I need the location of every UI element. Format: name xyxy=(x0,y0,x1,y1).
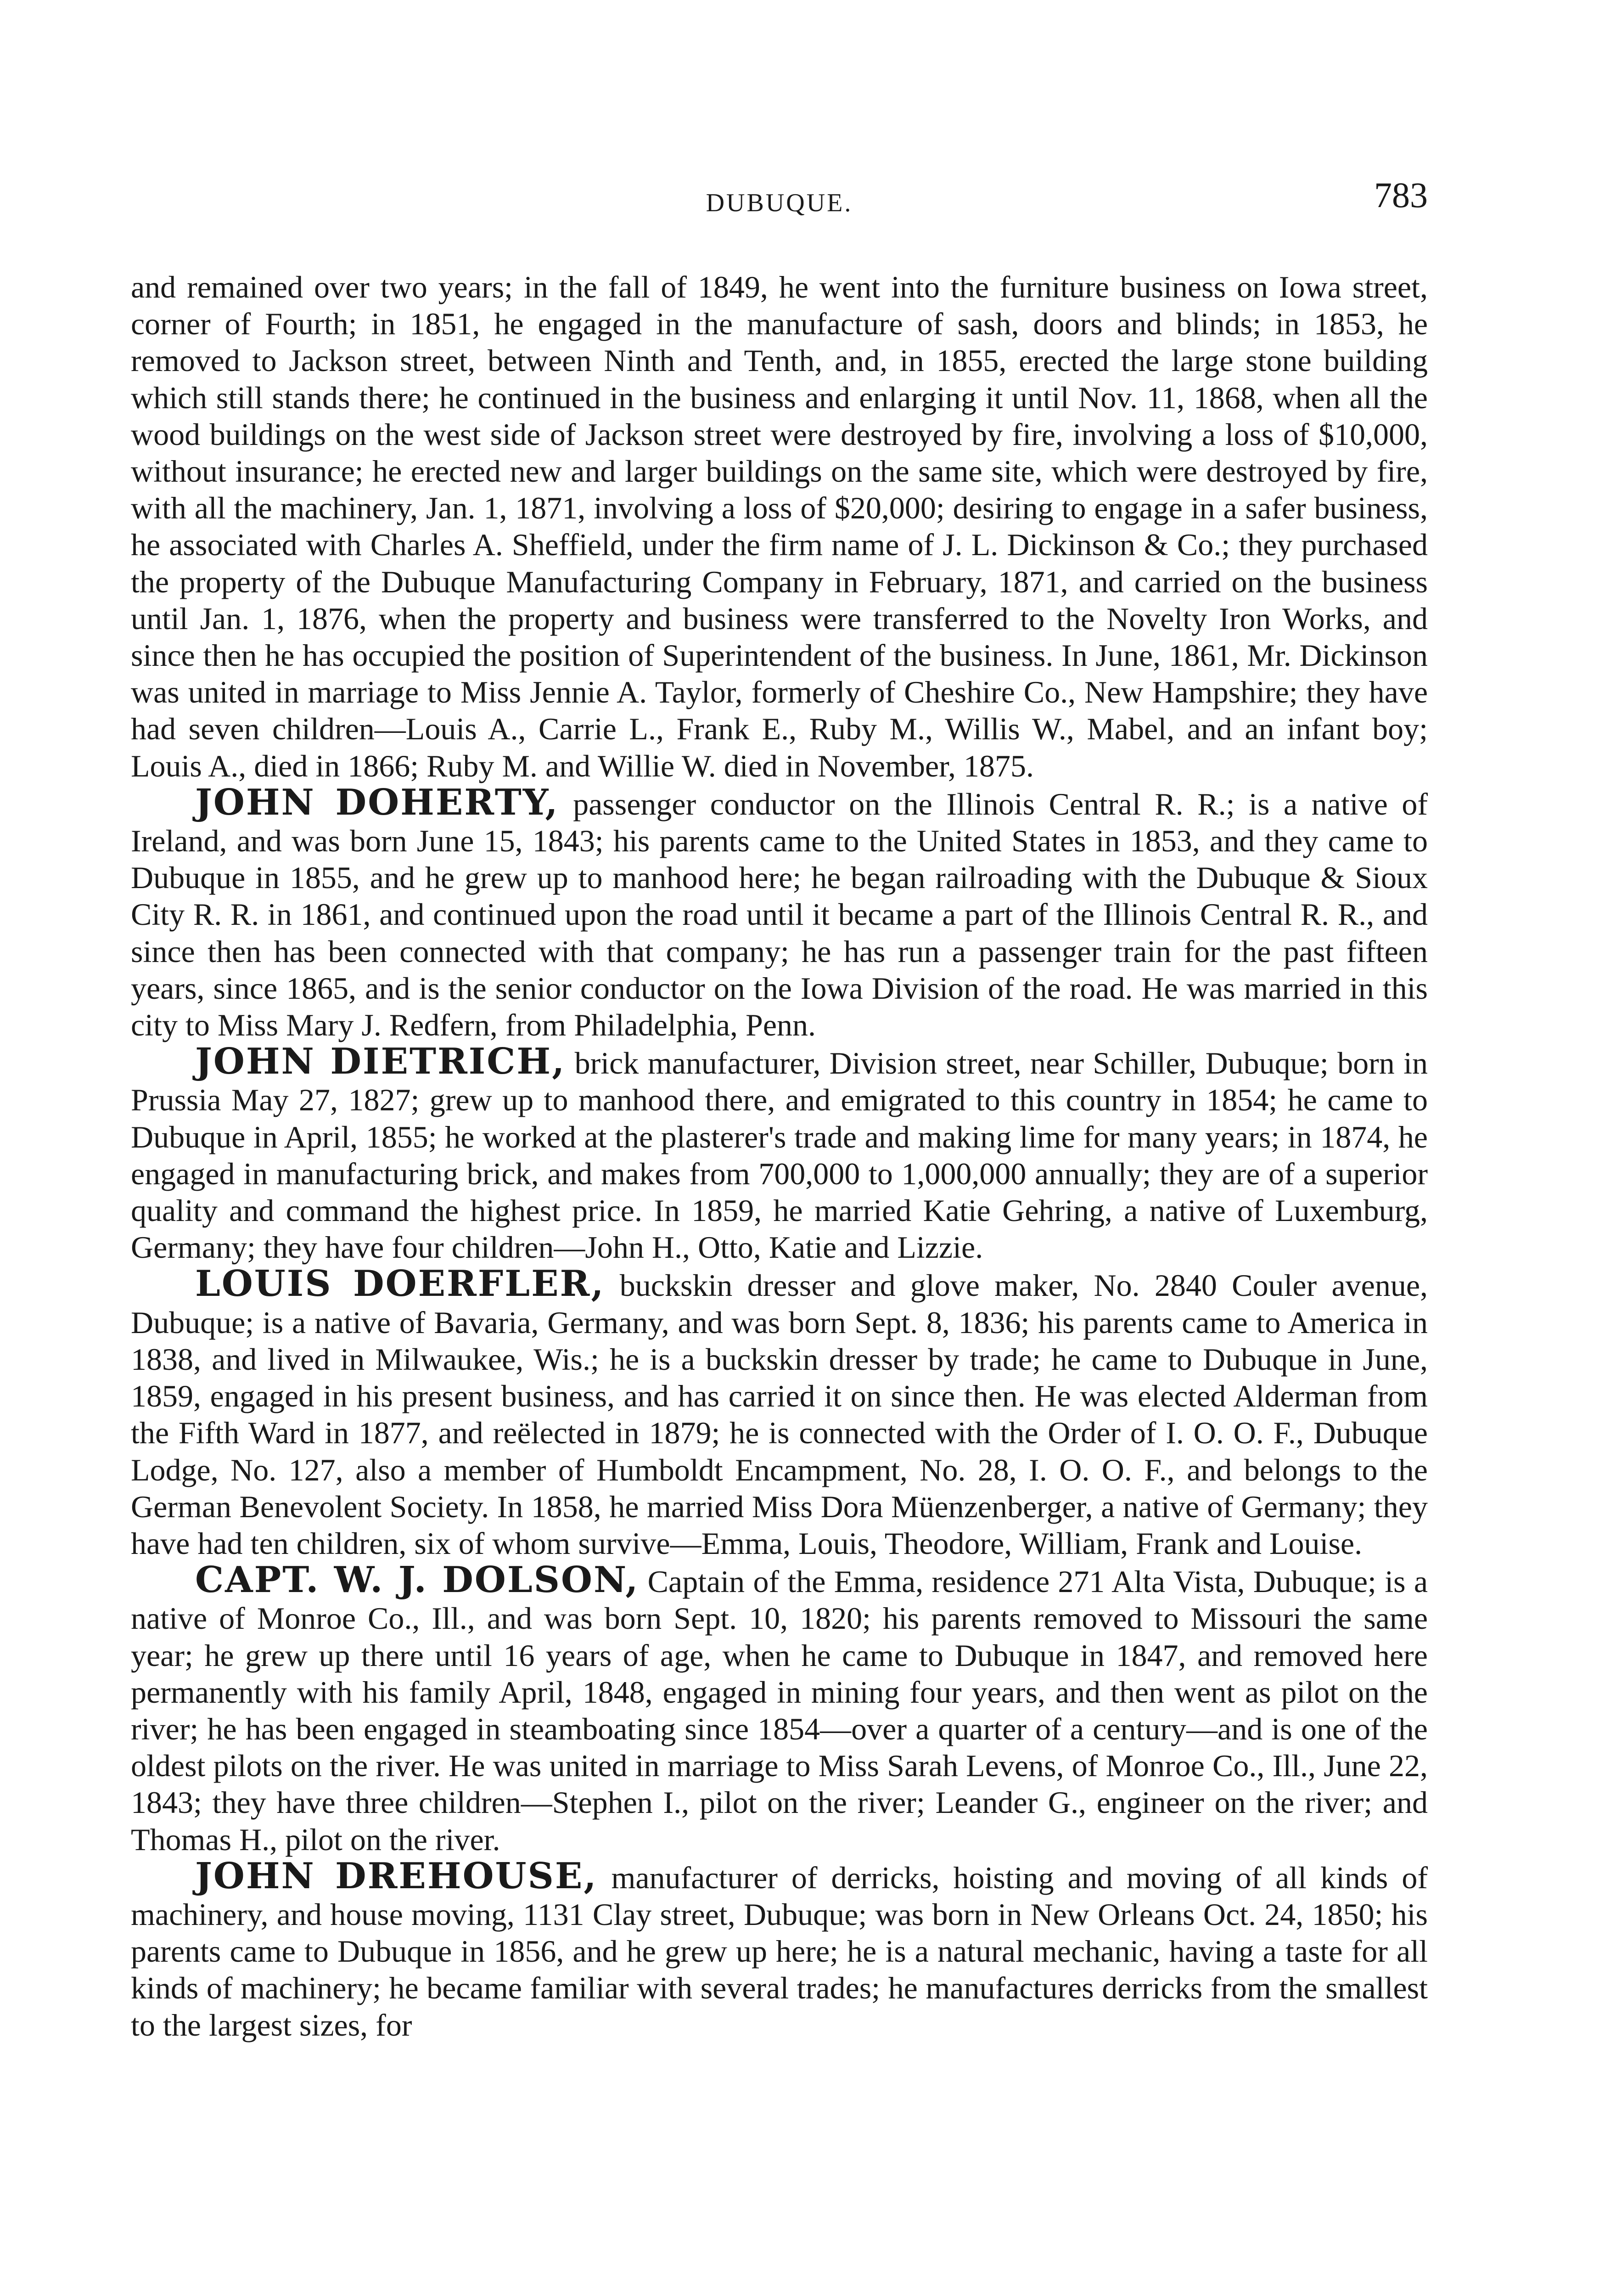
entry-text: buckskin dresser and glove maker, No. 2840 Couler avenue, Dubuque; is a native of Bavaria, Germany, and was born Sept. 8, 1836; his parents came to America in 1838, and lived in Milwaukee, Wis.; he is a buckskin dresser by trade; he came to Dubuque in June, 1859, engaged in his present business, and has carried it on since then. He was elected Alderman from the Fifth Ward in 1877, and reëlected in 1879; he is connected with the Order of I. O. O. F., Dubuque Lodge, No. 127, also a member of Humboldt Encampment, No. 28, I. O. O. F., and belongs to the German Benevolent Society. In 1858, he married Miss Dora Müenzenberger, a native of Germany; they have had ten children, six of whom survive—Emma, Louis, Theodore, William, Frank and Louise. xyxy=(131,1268,1428,1561)
continued-paragraph: and remained over two years; in the fall of 1849, he went into the furniture business on Iowa street, corner of Fourth; in 1851, he engaged in the manufacture of sash, doors and blinds; in 1853, he removed to Jackson street, between Ninth and Tenth, and, in 1855, erected the large stone building which still stands there; he continued in the business and enlarging it until Nov. 11, 1868, when all the wood buildings on the west side of Jackson street were destroyed by fire, involving a loss of $10,000, without insurance; he erected new and larger buildings on the same site, which were destroyed by fire, with all the machinery, Jan. 1, 1871, involving a loss of $20,000; desiring to engage in a safer business, he associated with Charles A. Sheffield, under the firm name of J. L. Dickinson & Co.; they purchased the property of the Dubuque Manufacturing Company in February, 1871, and carried on the business until Jan. 1, 1876, when the property and business were transferred to the Novelty Iron Works, and since then he has occupied the position of Superintendent of the business. In June, 1861, Mr. Dickinson was united in marriage to Miss Jennie A. Taylor, formerly of Cheshire Co., New Hampshire; they have had seven children—Louis A., Carrie L., Frank E., Ruby M., Willis W., Mabel, and an infant boy; Louis A., died in 1866; Ruby M. and Willie W. died in November, 1875. xyxy=(131,270,1428,783)
entry-name: JOHN DIETRICH, xyxy=(195,1041,566,1083)
biography-entry-dolson xyxy=(131,1559,1428,1858)
body-text xyxy=(131,269,1428,2043)
book-page xyxy=(131,174,1428,2043)
biography-entry-doerfler xyxy=(131,1263,1428,1562)
entry-name: JOHN DOHERTY, xyxy=(195,781,559,823)
running-title: DUBUQUE. xyxy=(706,189,853,217)
entry-name: CAPT. W. J. DOLSON, xyxy=(195,1559,640,1601)
entry-name: LOUIS DOERFLER, xyxy=(195,1263,605,1305)
entry-name: JOHN DREHOUSE, xyxy=(195,1855,598,1897)
running-header xyxy=(131,174,1428,225)
entry-text: brick manufacturer, Division street, near Schiller, Dubuque; born in Prussia May 27, 1827; grew up to manhood there, and emigrated to this country in 1854; he came to Dubuque in April, 1855; he worked at the plasterer's trade and making lime for many years; in 1874, he engaged in manufacturing brick, and makes from 700,000 to 1,000,000 annually; they are of a superior quality and command the highest price. In 1859, he married Katie Gehring, a native of Luxemburg, Germany; they have four children—John H., Otto, Katie and Lizzie. xyxy=(131,1046,1428,1265)
biography-entry-doherty xyxy=(131,781,1428,1043)
page-number: 783 xyxy=(1374,175,1428,215)
entry-text: Captain of the Emma, residence 271 Alta Vista, Dubuque; is a native of Monroe Co., Ill., and was born Sept. 10, 1820; his parents removed to Missouri the same year; he grew up there until 16 years of age, when he came to Dubuque in 1847, and removed here permanently with his family April, 1848, engaged in mining four years, and then went as pilot on the river; he has been engaged in steamboating since 1854—over a quarter of a century—and is one of the oldest pilots on the river. He was united in marriage to Miss Sarah Levens, of Monroe Co., Ill., June 22, 1843; they have three children—Stephen I., pilot on the river; Leander G., engineer on the river; and Thomas H., pilot on the river. xyxy=(131,1564,1428,1857)
entry-text: passenger conductor on the Illinois Central R. R.; is a native of Ireland, and was born June 15, 1843; his parents came to the United States in 1853, and they came to Dubuque in 1855, and he grew up to manhood here; he began railroading with the Dubuque & Sioux City R. R. in 1861, and continued upon the road until it became a part of the Illinois Central R. R., and since then has been connected with that company; he has run a passenger train for the past fifteen years, since 1865, and is the senior conductor on the Iowa Division of the road. He was married in this city to Miss Mary J. Redfern, from Philadelphia, Penn. xyxy=(131,786,1428,1043)
biography-entry-dietrich xyxy=(131,1043,1428,1266)
entry-text: manufacturer of derricks, hoisting and moving of all kinds of machinery, and house moving, 1131 Clay street, Dubuque; was born in New Orleans Oct. 24, 1850; his parents came to Dubuque in 1856, and he grew up here; he is a natural mechanic, having a taste for all kinds of machinery; he became familiar with several trades; he manufactures derricks from the smallest to the largest sizes, for xyxy=(131,1860,1428,2043)
biography-entry-drehouse xyxy=(131,1855,1428,2043)
